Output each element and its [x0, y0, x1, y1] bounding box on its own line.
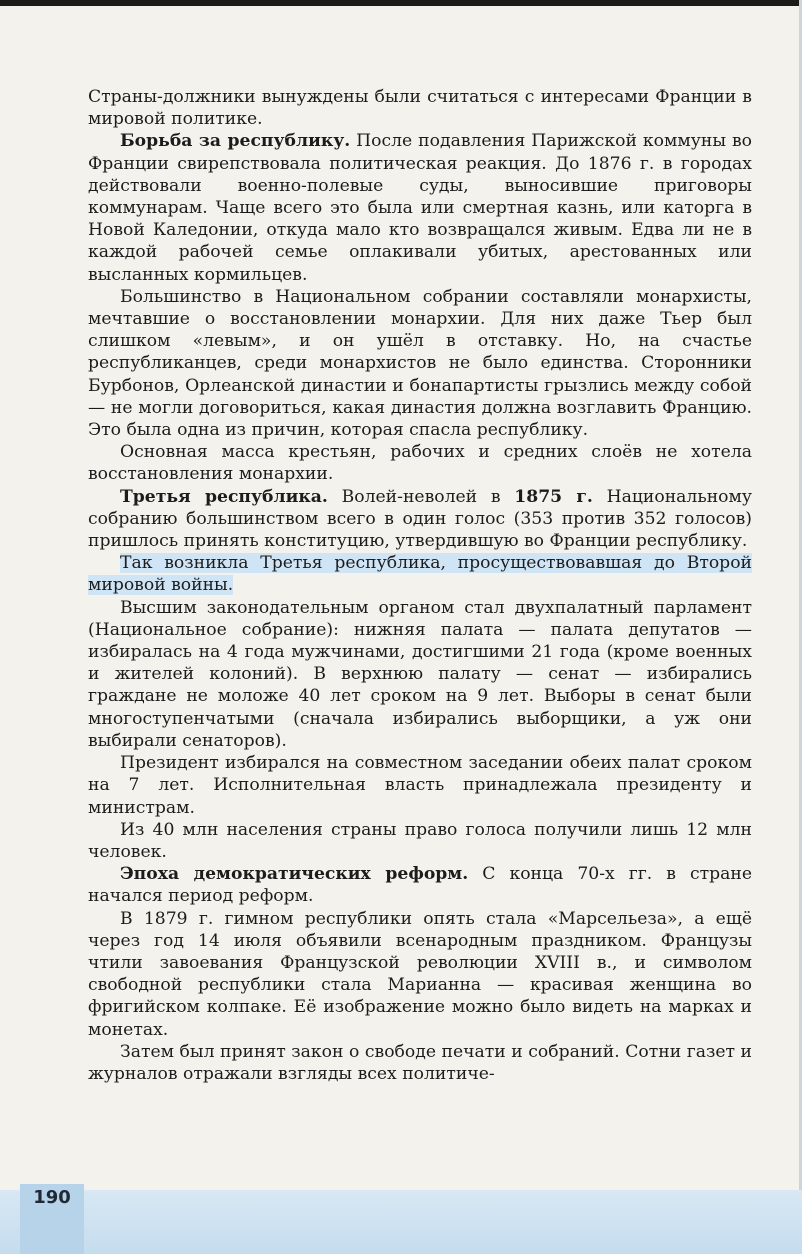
paragraph [88, 863, 752, 907]
paragraph-text: Волей-неволей в [327, 486, 515, 507]
paragraph-text: Затем был принят закон о свободе печати и собраний. Сотни газет и журналов отражали взгляды всех политиче- [88, 1041, 752, 1084]
paragraph [88, 86, 752, 130]
paragraph [88, 752, 752, 819]
paragraph [88, 819, 752, 863]
paragraph-text: Высшим законодательным органом стал двухпалатный парламент (Национальное собрание): нижняя палата — палата депутатов — избиралась на 4 года мужчинами, достигшими 21 года (кроме военных и жителей колоний). В верхнюю палату — сенат — избирались граждане не моложе 40 лет сроком на 9 лет. Выборы в сенат были многоступенчатыми (сначала избирались выборщики, а уж они выбирали сенаторов). [88, 597, 752, 751]
section-heading-inline: Третья республика. [120, 486, 328, 507]
paragraph [88, 286, 752, 441]
paragraph [88, 1041, 752, 1085]
paragraph [88, 130, 752, 285]
paragraph [88, 597, 752, 752]
paragraph-text: Страны-должники вынуждены были считаться с интересами Франции в мировой политике. [88, 87, 752, 130]
highlighted-paragraph [88, 552, 752, 596]
paragraph [88, 441, 752, 485]
paragraph-text: Большинство в Национальном собрании составляли монархисты, мечтавшие о восстановлении монархии. Для них даже Тьер был слишком «левым», и он ушёл в отставку. Но, на счастье республиканцев, среди монархистов не было единства. Сторонники Бурбонов, Орлеанской династии и бонапартисты грызлись между собой — не могли договориться, какая династия должна возглавить Францию. Это была одна из причин, которая спасла республику. [88, 286, 752, 441]
footer-band [0, 1190, 802, 1254]
highlighted-text: Так возникла Третья республика, просуществовавшая до Второй мировой войны. [88, 553, 752, 596]
page-body [88, 86, 752, 1085]
top-border [0, 0, 802, 6]
section-heading-inline: Эпоха демократических реформ. [120, 864, 469, 885]
highlighted-date: 1875 г. [514, 486, 593, 507]
paragraph-text: Из 40 млн населения страны право голоса получили лишь 12 млн человек. [88, 819, 752, 862]
paragraph-text: После подавления Парижской коммуны во Франции свирепствовала политическая реакция. До 1876 г. в городах действовали военно-полевые суды, выносившие приговоры коммунарам. Чаще всего это была или смертная казнь, или каторга в Новой Каледонии, откуда мало кто возвращался живым. Едва ли не в каждой рабочей семье оплакивали убитых, арестованных или высланных кормильцев. [88, 131, 752, 285]
paragraph-text: Основная масса крестьян, рабочих и средних слоёв не хотела восстановления монархии. [88, 442, 752, 485]
paragraph-text: Национальному собранию большинством всего в один голос (353 против 352 голосов) пришлось принять конституцию, утвердившую во Франции республику. [88, 486, 752, 552]
page-number: 190 [33, 1187, 71, 1208]
paragraph-text: Президент избирался на совместном заседании обеих палат сроком на 7 лет. Исполнительная власть принадлежала президенту и министрам. [88, 753, 752, 818]
paragraph-text: В 1879 г. гимном республики опять стала «Марсельеза», а ещё через год 14 июля объявили всенародным праздником. Французы чтили завоевания Французской революции XVIII в., и символом свободной республики стала Марианна — красивая женщина во фригийском колпаке. Её изображение можно было видеть на марках и монетах. [88, 908, 752, 1040]
paragraph-text: С конца 70-х гг. в стране начался период реформ. [88, 864, 752, 907]
section-heading-inline: Борьба за республику. [120, 131, 351, 152]
paragraph [88, 908, 752, 1041]
paragraph [88, 486, 752, 553]
